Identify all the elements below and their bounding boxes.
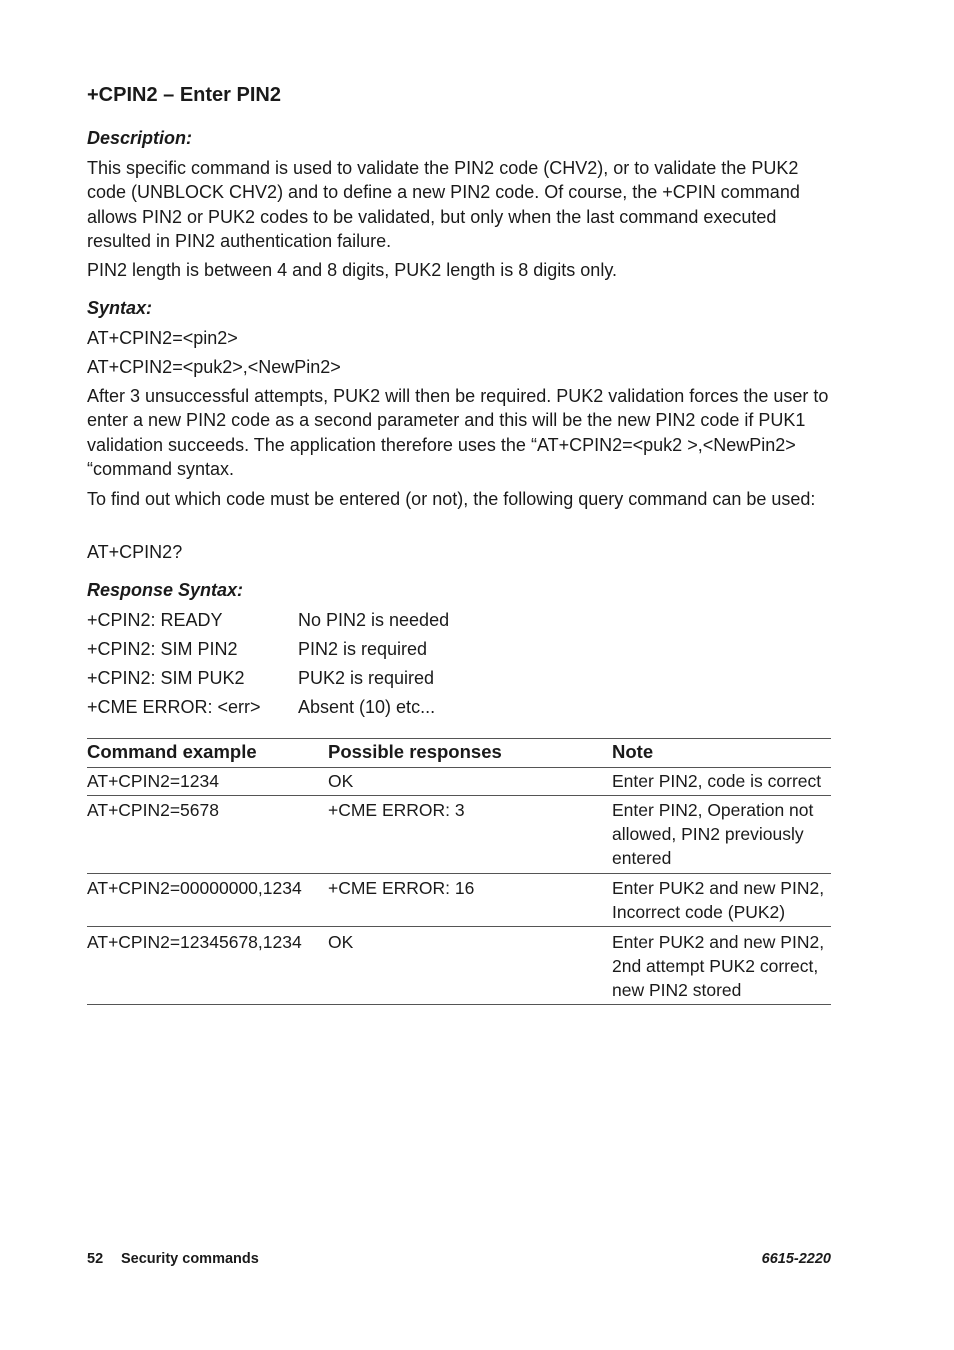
table-header-responses: Possible responses: [328, 741, 502, 762]
table-cell-note: Enter PIN2, code is correct: [612, 771, 822, 791]
table-rule: [87, 767, 831, 768]
document-number: 6615-2220: [761, 1251, 831, 1267]
table-cell-response: OK: [328, 771, 354, 791]
table-header-note: Note: [612, 741, 654, 762]
response-meaning: PUK2 is required: [298, 668, 435, 688]
response-meaning: Absent (10) etc...: [298, 697, 436, 717]
syntax-paragraph-2: To find out which code must be entered (or not), the following query command can be used:: [87, 489, 816, 509]
response-code: +CPIN2: SIM PUK2: [87, 668, 245, 688]
response-code: +CPIN2: SIM PIN2: [87, 639, 238, 659]
table-cell-command: AT+CPIN2=5678: [87, 800, 219, 820]
syntax-line-1: AT+CPIN2=<pin2>: [87, 328, 238, 348]
section-name: Security commands: [121, 1251, 259, 1267]
table-rule: [87, 926, 831, 927]
table-rule: [87, 738, 831, 739]
response-code: +CPIN2: READY: [87, 610, 223, 630]
table-header-command: Command example: [87, 741, 257, 762]
table-rule: [87, 873, 831, 874]
response-syntax-heading: Response Syntax:: [87, 580, 244, 600]
table-cell-response: +CME ERROR: 16: [328, 878, 475, 898]
table-cell-response: +CME ERROR: 3: [328, 800, 465, 820]
table-cell-command: AT+CPIN2=12345678,1234: [87, 932, 302, 952]
table-cell-command: AT+CPIN2=1234: [87, 771, 219, 791]
query-command: AT+CPIN2?: [87, 542, 183, 562]
page-title: +CPIN2 – Enter PIN2: [87, 84, 281, 106]
description-paragraph-2: PIN2 length is between 4 and 8 digits, PUK2 length is 8 digits only.: [87, 260, 617, 280]
response-meaning: PIN2 is required: [298, 639, 428, 659]
table-cell-note: Enter PUK2 and new PIN2, 2nd attempt PUK2 correct, new PIN2 stored: [612, 932, 825, 1001]
table-cell-response: OK: [328, 932, 354, 952]
table-cell-command: AT+CPIN2=00000000,1234: [87, 878, 302, 898]
description-paragraph-1: This specific command is used to validate the PIN2 code (CHV2), or to validate the PUK2 code (UNBLOCK CHV2) and to define a new PIN2 code. Of course, the +CPIN command allows PIN2 or PUK2 codes to be validated, but only when the last command executed resulted in PIN2 authentication failure.: [87, 158, 800, 252]
syntax-paragraph-1: After 3 unsuccessful attempts, PUK2 will then be required. PUK2 validation forces the user to enter a new PIN2 code as a second parameter and this will be the new PIN2 code if PUK1 validation succeeds. The application therefore uses the “AT+CPIN2=<puk2 >,<NewPin2> “command syntax.: [87, 386, 829, 480]
table-rule: [87, 1004, 831, 1005]
table-rule: [87, 795, 831, 796]
response-code: +CME ERROR: <err>: [87, 697, 261, 717]
table-cell-note: Enter PUK2 and new PIN2, Incorrect code (PUK2): [612, 878, 825, 923]
page-number: 52: [87, 1251, 104, 1267]
syntax-line-2: AT+CPIN2=<puk2>,<NewPin2>: [87, 357, 341, 377]
response-meaning: No PIN2 is needed: [298, 610, 450, 630]
table-cell-note: Enter PIN2, Operation not allowed, PIN2 previously entered: [612, 800, 814, 869]
syntax-heading: Syntax:: [87, 298, 153, 318]
description-heading: Description:: [87, 128, 193, 148]
